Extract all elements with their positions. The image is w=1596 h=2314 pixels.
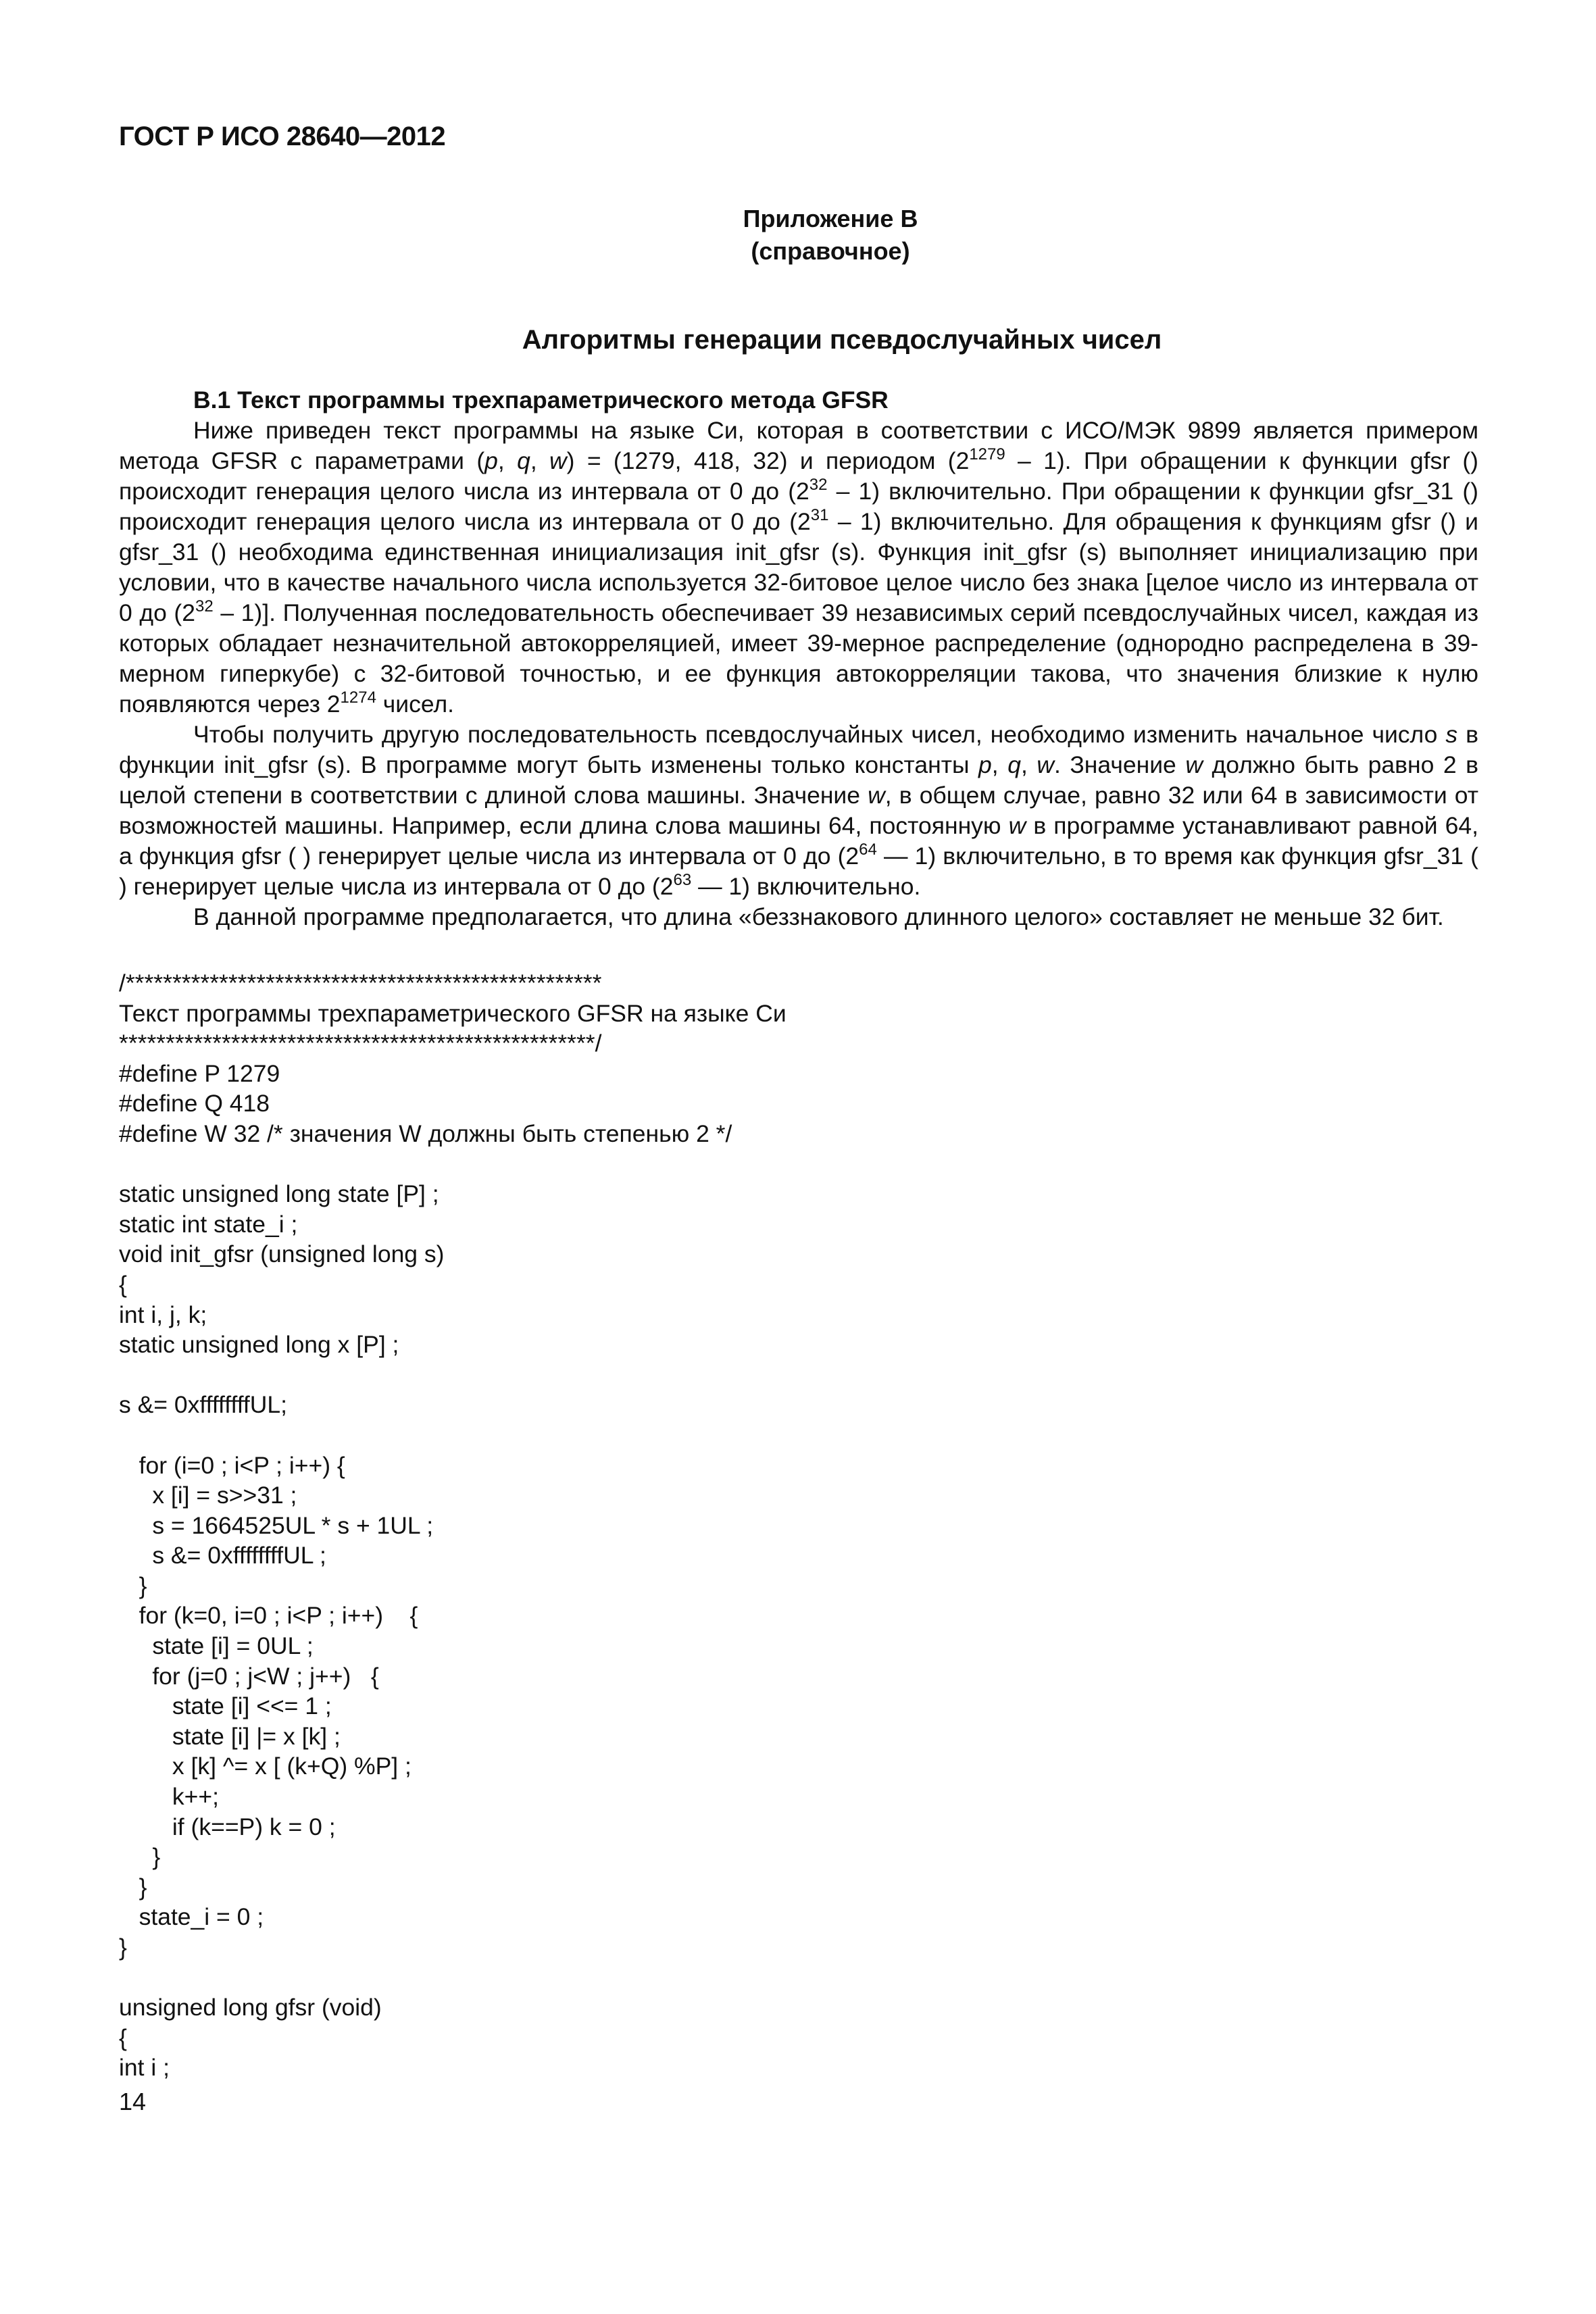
- p2-text-e: , в общем случае, равно 32 или 64 в зависимости от возможностей машины. Например, если длина слова машины 64, постоянную: [119, 782, 1479, 839]
- code-line: }: [119, 1873, 147, 1901]
- code-line: }: [119, 1843, 161, 1871]
- code-line: unsigned long gfsr (void): [119, 1994, 382, 2021]
- page-number: 14: [119, 2088, 147, 2115]
- paragraph-3: В данной программе предполагается, что длина «беззнакового длинного целого» составляет не меньше 32 бит.: [193, 903, 1444, 930]
- p1-var-w: w: [549, 447, 567, 474]
- p1-sep-1: ,: [497, 447, 518, 474]
- p2-var-p: p: [978, 751, 992, 778]
- p2-text-d: должно быть равно 2 в целой степени в соответствии с длиной слова машины. Значение: [119, 751, 1478, 809]
- p2-sep-2: ,: [1020, 751, 1037, 778]
- code-line: #define P 1279: [119, 1059, 280, 1087]
- code-line: {: [119, 2023, 127, 2051]
- p2-text-a: Чтобы получить другую последовательность псевдослучайных чисел, необходимо изменить начальное число: [193, 721, 1446, 748]
- code-line: /***************************************************: [119, 970, 602, 997]
- standard-id-header: ГОСТ Р ИСО 28640—2012: [119, 122, 446, 151]
- p2-exponent-2: 63: [673, 871, 692, 889]
- code-line: s &= 0xffffffffUL;: [119, 1391, 288, 1419]
- p2-text-h: — 1) включительно.: [691, 873, 921, 900]
- p2-text-f: в программе устанавливают равной 64, а функция gfsr ( ) генерирует целые числа из интервала от 0 до (2: [119, 812, 1478, 870]
- p1-exponent-1: 1279: [969, 445, 1005, 463]
- code-line: for (j=0 ; j<W ; j++) {: [119, 1662, 379, 1690]
- code-line: int i ;: [119, 2054, 170, 2082]
- p2-var-w-2: w: [1185, 751, 1203, 778]
- appendix-title: [0, 325, 1596, 355]
- code-line: }: [119, 1571, 147, 1599]
- p2-var-w-4: w: [1008, 812, 1026, 839]
- code-line: [119, 1963, 1478, 1993]
- code-line: state [i] <<= 1 ;: [119, 1692, 332, 1720]
- code-line: static int state_i ;: [119, 1210, 298, 1238]
- p1-text-c: – 1). При обращении к функции gfsr () происходит генерация целого числа из интервала от 0 до (2: [119, 447, 1478, 505]
- p2-exponent-1: 64: [859, 840, 877, 859]
- p1-text-d: – 1) включительно. При обращении к функции gfsr_31 () происходит генерация целого числа из интервала от 0 до (2: [119, 478, 1478, 535]
- p2-text-g: — 1) включительно, в то время как функция gfsr_31 ( ) генерирует целые числа из интервала от 0 до (2: [119, 842, 1478, 900]
- p1-text-a: Ниже приведен текст программы на языке Си, которая в соответствии с ИСО/МЭК 9899 является примером метода GFSR с параметрами (: [119, 417, 1478, 474]
- code-line: #define Q 418: [119, 1090, 270, 1117]
- code-line: void init_gfsr (unsigned long s): [119, 1240, 445, 1268]
- code-line: int i, j, k;: [119, 1301, 207, 1328]
- code-line: ***************************************************/: [119, 1030, 602, 1057]
- p1-var-p: p: [484, 447, 498, 474]
- p2-text-c: . Значение: [1053, 751, 1186, 778]
- code-line: #define W 32 /* значения W должны быть степенью 2 */: [119, 1120, 732, 1147]
- p1-exponent-3: 31: [810, 506, 829, 524]
- code-line: s = 1664525UL * s + 1UL ;: [119, 1511, 434, 1539]
- code-line: for (i=0 ; i<P ; i++) {: [119, 1451, 345, 1479]
- p1-exponent-4: 32: [195, 597, 214, 615]
- p1-text-f: – 1)]. Полученная последовательность обеспечивает 39 независимых серий псевдослучайных чисел, каждая из которых обладает незначительной автокорреляцией, имеет 39-мерное распределение (однородно распределена в 39-мерном гиперкубе) с 32-битовой точностью, и ее функция автокорреляции такова, что значения близкие к нулю появляются через 2: [119, 599, 1478, 718]
- code-line: k++;: [119, 1783, 219, 1811]
- code-line: for (k=0, i=0 ; i<P ; i++) {: [119, 1602, 418, 1630]
- code-line: state_i = 0 ;: [119, 1903, 264, 1931]
- body-text: [119, 385, 1478, 932]
- code-listing: [119, 968, 1478, 2083]
- p1-text-g: чисел.: [376, 690, 455, 718]
- code-line: {: [119, 1270, 127, 1298]
- code-line: Текст программы трехпараметрического GFSR на языке Си: [119, 999, 787, 1027]
- code-line: [119, 1420, 1478, 1451]
- p2-var-w-1: w: [1037, 751, 1054, 778]
- p1-exponent-2: 32: [809, 476, 828, 494]
- code-line: x [i] = s>>31 ;: [119, 1482, 297, 1509]
- code-line: }: [119, 1934, 127, 1961]
- code-line: state [i] = 0UL ;: [119, 1632, 314, 1660]
- p1-exponent-5: 1274: [340, 688, 376, 707]
- p2-text-b: в функции init_gfsr (s). В программе могут быть изменены только константы: [119, 721, 1478, 778]
- p1-sep-2: ,: [530, 447, 550, 474]
- section-heading: В.1 Текст программы трехпараметрического метода GFSR: [193, 386, 889, 413]
- p2-var-q: q: [1007, 751, 1021, 778]
- appendix-label: Приложение В: [743, 205, 918, 232]
- code-line: static unsigned long x [P] ;: [119, 1331, 399, 1359]
- p1-var-q: q: [517, 447, 530, 474]
- appendix-title-text: Алгоритмы генерации псевдослучайных чисел: [522, 325, 1162, 355]
- code-line: [119, 1149, 1478, 1180]
- code-line: static unsigned long state [P] ;: [119, 1180, 439, 1208]
- appendix-heading: [0, 203, 1596, 268]
- p1-text-b: ) = (1279, 418, 32) и периодом (2: [566, 447, 970, 474]
- code-line: [119, 1360, 1478, 1390]
- code-line: state [i] |= x [k] ;: [119, 1722, 341, 1750]
- appendix-type: (справочное): [751, 237, 910, 265]
- p2-var-s: s: [1445, 721, 1458, 748]
- code-line: s &= 0xffffffffUL ;: [119, 1542, 326, 1569]
- paragraph-1: [119, 416, 1478, 720]
- code-line: x [k] ^= x [ (k+Q) %P] ;: [119, 1753, 412, 1780]
- p1-text-e: – 1) включительно. Для обращения к функциям gfsr () и gfsr_31 () необходима единственная инициализация init_gfsr (s). Функция init_gfsr (s) выполняет инициализацию при условии, что в качестве начального числа используется 32-битовое целое число без знака [целое число из интервала от 0 до (2: [119, 508, 1478, 626]
- code-line: if (k==P) k = 0 ;: [119, 1813, 336, 1840]
- p2-sep-1: ,: [991, 751, 1008, 778]
- p2-var-w-3: w: [868, 782, 885, 809]
- paragraph-2: [119, 720, 1478, 902]
